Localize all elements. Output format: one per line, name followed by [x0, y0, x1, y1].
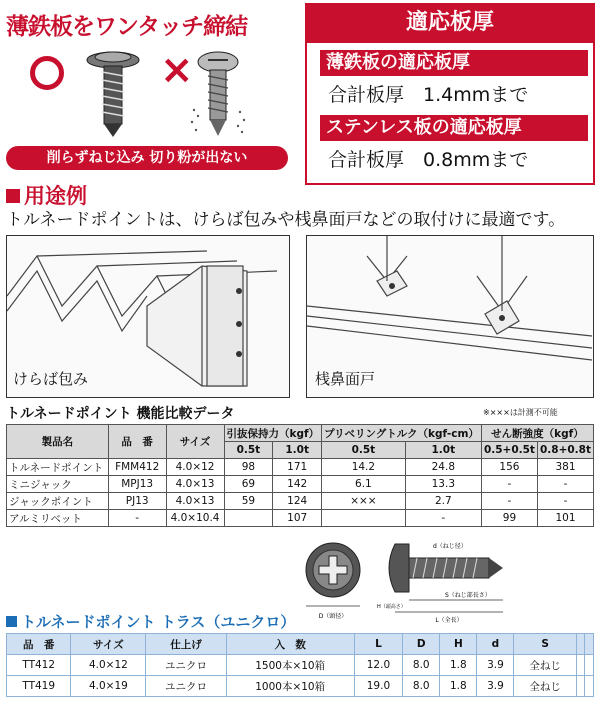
cell: 59 [224, 493, 273, 510]
table-row [7, 510, 594, 527]
cell: 13.3 [405, 476, 481, 493]
cell: 19.0 [354, 676, 403, 697]
header-cell: H [440, 634, 477, 655]
cell: 171 [273, 459, 322, 476]
cell: 12.0 [354, 655, 403, 676]
kerabazutsumi-illustration [6, 235, 290, 398]
cell: 69 [224, 476, 273, 493]
cell: 3.9 [477, 655, 514, 676]
cell: MPJ13 [108, 476, 166, 493]
dim-L-label: L（全長） [435, 617, 463, 624]
usage-description: トルネードポイントは、けらば包みや桟鼻面戸などの取付けに最適です。 [6, 210, 566, 230]
ok-circle-icon [30, 56, 64, 90]
usage-heading: 用途例 [6, 180, 87, 210]
ng-cross-icon: × [160, 47, 194, 93]
cell: 4.0×12 [71, 655, 146, 676]
header-cell: サイズ [71, 634, 146, 655]
subheader: 0.5+0.5t [481, 442, 537, 459]
square-bullet-icon [6, 189, 20, 203]
cell: 142 [273, 476, 322, 493]
screw-head-top-view [298, 538, 368, 628]
thickness-heading: 適応板厚 [305, 3, 595, 43]
truss-table-title: トルネードポイント トラス（ユニクロ） [6, 611, 295, 632]
square-bullet-icon [6, 616, 17, 627]
cell: 全ねじ [514, 655, 576, 676]
cell: 8.0 [403, 676, 440, 697]
table-row [7, 476, 594, 493]
cell: ユニクロ [146, 676, 226, 697]
cell: ジャックポイント [7, 493, 109, 510]
cell: 3.9 [477, 676, 514, 697]
header-pullout: 引抜保持力（kgf） [224, 425, 322, 442]
cell: 1500本×10箱 [226, 655, 354, 676]
comparison-table-note: ※×××は計測不可能 [483, 408, 558, 417]
cell [576, 655, 585, 676]
header-cell: 入 数 [226, 634, 354, 655]
cell: 4.0×10.4 [166, 510, 224, 527]
cell: 6.1 [322, 476, 406, 493]
cell [224, 510, 273, 527]
header-part: 品 番 [108, 425, 166, 459]
screw-side-view [375, 538, 525, 628]
header-cell: L [354, 634, 403, 655]
header-cell: S [514, 634, 576, 655]
cell: 1.8 [440, 655, 477, 676]
cell: PJ13 [108, 493, 166, 510]
steel-thickness-label: 薄鉄板の適応板厚 [320, 50, 588, 76]
comparison-table-title: トルネードポイント 機能比較データ [6, 406, 235, 422]
illustration-label: けらば包み [13, 370, 89, 388]
subheader: 1.0t [273, 442, 322, 459]
cell: 8.0 [403, 655, 440, 676]
cell: 1.8 [440, 676, 477, 697]
cell [322, 510, 406, 527]
truss-table [6, 633, 594, 697]
header-name: 製品名 [7, 425, 109, 459]
cell [576, 676, 585, 697]
comparison-table [6, 424, 594, 527]
page-title: 薄鉄板をワンタッチ締結 [6, 14, 248, 40]
header-cell: 仕上げ [146, 634, 226, 655]
cell [585, 676, 594, 697]
steel-thickness-value: 合計板厚 1.4mmまで [328, 84, 529, 106]
stainless-thickness-label: ステンレス板の適応板厚 [320, 115, 588, 141]
cell: 1000本×10箱 [226, 676, 354, 697]
header-size: サイズ [166, 425, 224, 459]
note-badge: 削らずねじ込み 切り粉が出ない [6, 146, 288, 170]
cell: 4.0×19 [71, 676, 146, 697]
header-prevailing-torque: プリベリングトルク（kgf-cm） [322, 425, 482, 442]
cell: 124 [273, 493, 322, 510]
header-cell [576, 634, 585, 655]
subheader: 0.5t [224, 442, 273, 459]
dim-H-label: H（頭高さ） [377, 604, 406, 610]
header-shear: せん断強度（kgf） [481, 425, 593, 442]
cell: TT419 [7, 676, 71, 697]
subheader: 1.0t [405, 442, 481, 459]
header-cell: 品 番 [7, 634, 71, 655]
drill-screw-icon [188, 50, 248, 140]
cell: FMM412 [108, 459, 166, 476]
cell: TT412 [7, 655, 71, 676]
table-row [7, 655, 594, 676]
table-row [7, 459, 594, 476]
cell: 14.2 [322, 459, 406, 476]
cell: 2.7 [405, 493, 481, 510]
cell: 4.0×12 [166, 459, 224, 476]
stainless-thickness-value: 合計板厚 0.8mmまで [328, 149, 529, 171]
subheader: 0.5t [322, 442, 406, 459]
table-row [7, 493, 594, 510]
cell: 101 [537, 510, 593, 527]
cell: 24.8 [405, 459, 481, 476]
cell: 4.0×13 [166, 476, 224, 493]
cell: 381 [537, 459, 593, 476]
header-cell [585, 634, 594, 655]
dim-S-label: S（ねじ部長さ） [445, 592, 491, 599]
table-row [7, 676, 594, 697]
cell: ミニジャック [7, 476, 109, 493]
cell: 99 [481, 510, 537, 527]
header-cell: d [477, 634, 514, 655]
cell: ユニクロ [146, 655, 226, 676]
subheader: 0.8+0.8t [537, 442, 593, 459]
cell: 156 [481, 459, 537, 476]
dim-D-label: D（頭径） [318, 613, 348, 620]
cell: - [481, 493, 537, 510]
cell: 98 [224, 459, 273, 476]
header-cell: D [403, 634, 440, 655]
illustration-label: 桟鼻面戸 [315, 370, 376, 388]
cell: - [537, 493, 593, 510]
cell: 全ねじ [514, 676, 576, 697]
cell: - [108, 510, 166, 527]
cell: - [537, 476, 593, 493]
cell: ××× [322, 493, 406, 510]
cell: 4.0×13 [166, 493, 224, 510]
cell: 107 [273, 510, 322, 527]
dim-d-label: d（ねじ径） [433, 543, 467, 550]
sanbanamendo-illustration [306, 235, 594, 398]
cell [585, 655, 594, 676]
screw-icon [78, 48, 148, 138]
cell: - [405, 510, 481, 527]
cell: トルネードポイント [7, 459, 109, 476]
cell: アルミリベット [7, 510, 109, 527]
cell: - [481, 476, 537, 493]
